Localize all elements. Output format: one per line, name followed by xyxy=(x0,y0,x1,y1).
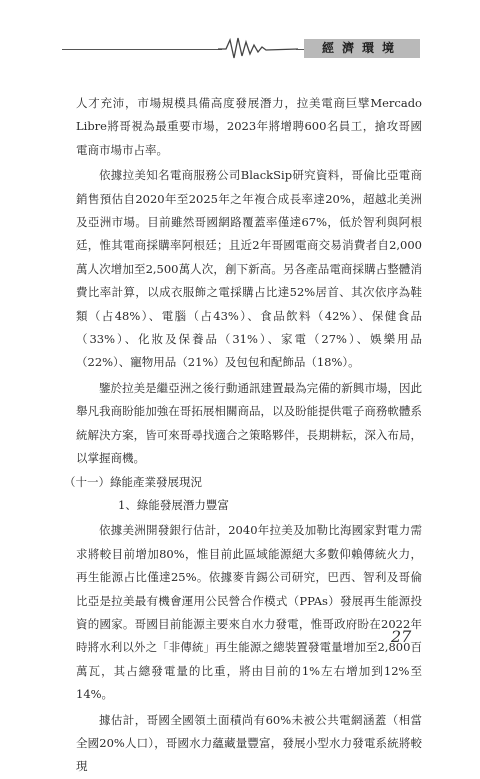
header-rule-left xyxy=(62,49,222,50)
subsection-heading: 1、綠能發展潛力豐富 xyxy=(118,497,229,512)
paragraph-hydro: 據估計，哥國全國領土面積尚有60%未被公共電網涵蓋（相當全國20%人口），哥國水力蘊藏量豐富，發展小型水力發電系統將較現 xyxy=(76,712,422,774)
paragraph-energy-demand: 依據美洲開發銀行估計，2040年拉美及加勒比海國家對電力需求將較目前增加80%，惟目前此區域能源絕大多數仰賴傳統火力，再生能源占比僅達25%。依據麥肯錫公司研究，巴西、智利及哥倫比亞是拉美最有機會運用公民營合作模式（PPAs）發展再生能源投資的國家。哥國目前能源主要來自水力發電，惟哥政府盼在2022年時將水利以外之「非傳統」再生能源之總裝置發電量增加至2,800百萬瓦，其占總發電量的比重，將由目前的1%左右增加到12%至14%。 xyxy=(76,523,422,702)
paragraph-blacksip: 依據拉美知名電商服務公司BlackSip研究資料，哥倫比亞電商銷售預估自2020年至2025年之年複合成長率達20%，超越北美洲及亞洲市場。目前雖然哥國網路覆蓋率僅達67%，低於智利與阿根廷，惟其電商採購率阿根廷；且近2年哥國電商交易消費者自2,000萬人次增加至2,500萬人次，創下新高。另各產品電商採購占整體消費比率計算，以成衣服飾之電採購占比達52%居首、其次依序為鞋類（占48%）、電腦（占43%）、食品飲料（42%）、保健食品（33%）、化妝及保養品（31%）、家電（27%）、娛樂用品（22%）、寵物用品（21%）及包包和配飾品（18%）。 xyxy=(76,168,422,370)
paragraph-ecommerce-intro: 人才充沛，市場規模具備高度發展潛力，拉美電商巨擘Mercado Libre將哥視為最重要市場，2023年將增聘600名員工，搶攻哥國電商市場市占率。 xyxy=(76,96,422,157)
heartbeat-wave-icon xyxy=(218,36,298,60)
page-number: 27 xyxy=(391,627,412,646)
page-body xyxy=(64,92,422,779)
section-tag: 經濟環境 xyxy=(304,39,420,58)
paragraph-opportunity: 鑒於拉美是繼亞洲之後行動通訊建置最為完備的新興市場，因此舉凡我商盼能加強在哥拓展相關商品，以及盼能提供電子商務軟體系統解決方案，皆可來哥尋找適合之策略夥伴，長期耕耘，深入布局，以掌握商機。 xyxy=(76,380,422,466)
section-heading: （十一）綠能產業發展現況 xyxy=(64,474,202,489)
